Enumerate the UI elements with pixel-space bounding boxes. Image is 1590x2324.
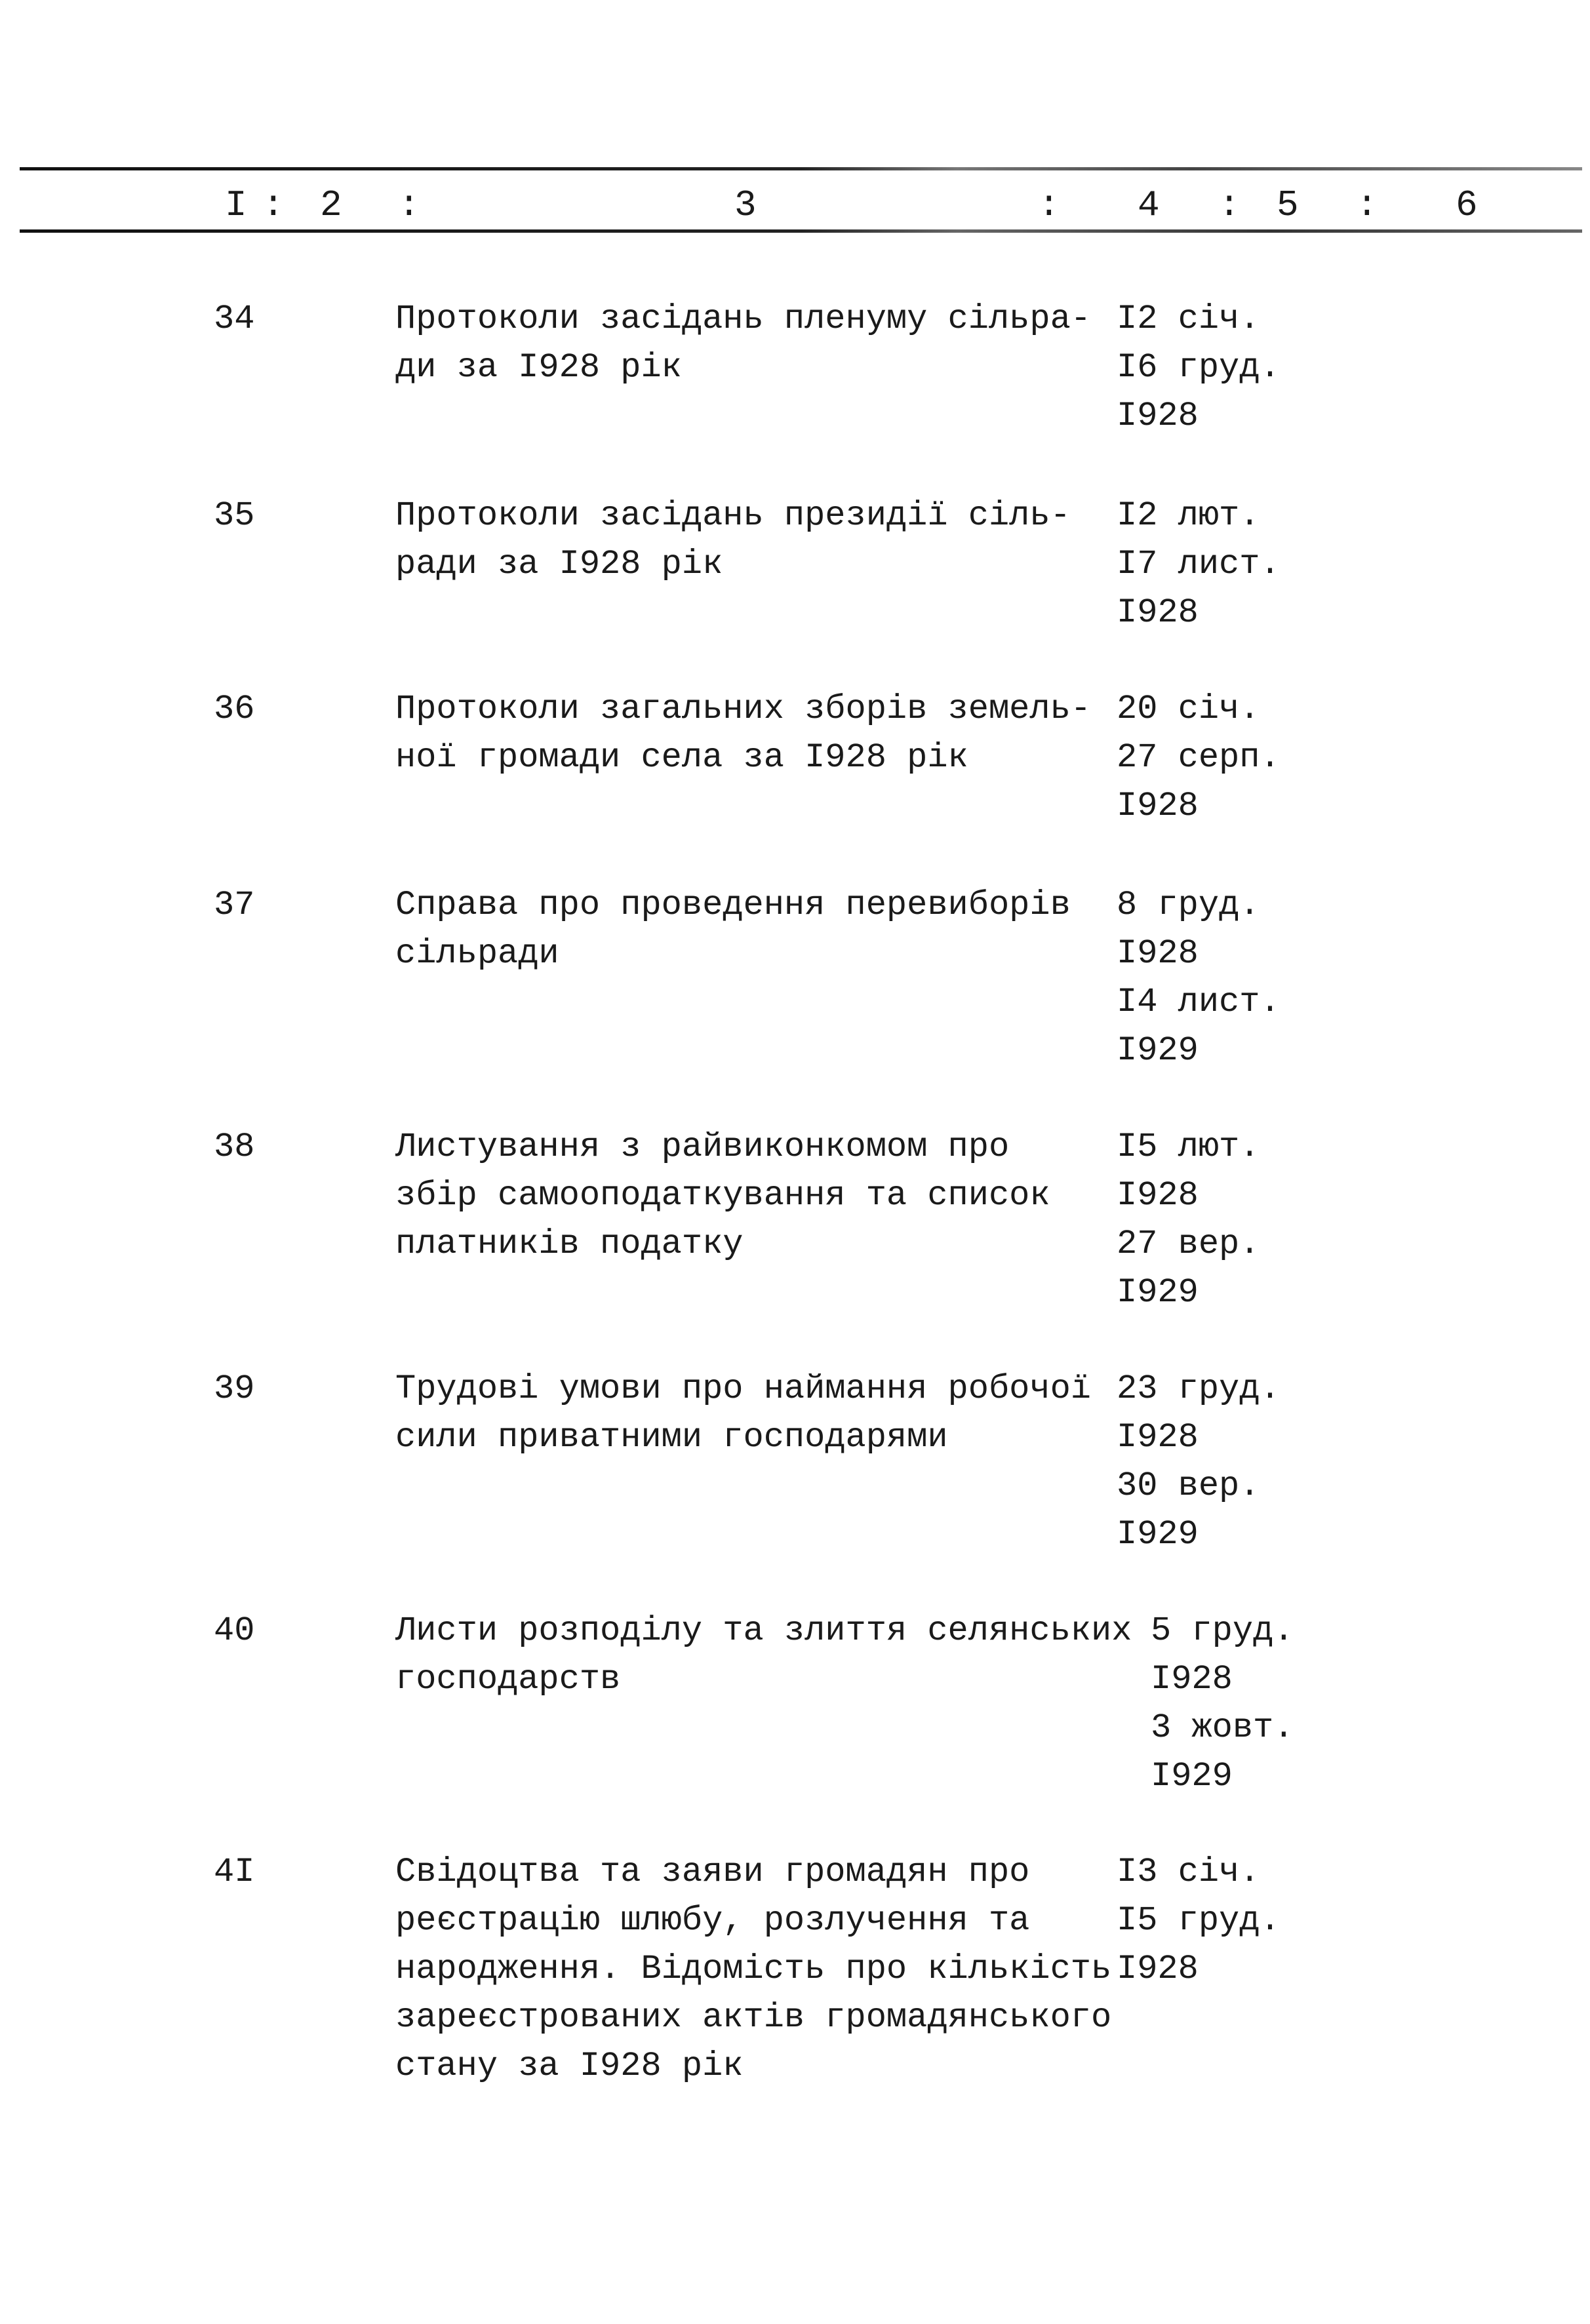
date-line: 23 груд.: [1117, 1369, 1281, 1408]
entry-number: 34: [214, 300, 255, 338]
date-line: I929: [1117, 1031, 1199, 1070]
entry-number: 40: [214, 1611, 255, 1650]
description-line: Свідоцтва та заяви громадян про: [395, 1853, 1030, 1891]
entry-dates: [1117, 685, 1281, 831]
description-line: Трудові умови про наймання робочої: [395, 1369, 1091, 1408]
entry-number: 36: [214, 690, 255, 728]
entry-dates: [1117, 492, 1281, 637]
entry-dates: [1117, 1365, 1281, 1559]
date-line: 27 серп.: [1117, 738, 1281, 777]
date-line: I4 лист.: [1117, 983, 1281, 1021]
description-line: Листи розподілу та злиття селянських: [395, 1611, 1132, 1650]
entry-dates: [1117, 1123, 1260, 1317]
description-line: Справа про проведення перевиборів: [395, 886, 1071, 924]
date-line: 8 груд.: [1117, 886, 1260, 924]
entry-dates: [1117, 1848, 1281, 1994]
date-line: I928: [1117, 397, 1199, 435]
description-line: реєстрацію шлюбу, розлучення та: [395, 1901, 1030, 1940]
column-separator: :: [398, 184, 420, 226]
description-line: ради за I928 рік: [395, 545, 723, 583]
entry-number: 38: [214, 1128, 255, 1166]
date-line: I929: [1151, 1757, 1233, 1796]
date-line: I7 лист.: [1117, 545, 1281, 583]
description-line: сили приватними господарями: [395, 1418, 948, 1457]
column-separator: :: [262, 184, 285, 226]
column-header-4: 4: [1138, 184, 1160, 226]
date-line: I928: [1117, 1950, 1199, 1988]
entry-dates: [1151, 1607, 1294, 1801]
description-line: збір самооподаткування та список: [395, 1176, 1050, 1215]
date-line: 20 січ.: [1117, 690, 1260, 728]
description-line: зареєстрованих актів громадянського: [395, 1998, 1112, 2037]
entry-description: [395, 1365, 1091, 1462]
description-line: ди за I928 рік: [395, 348, 682, 387]
date-line: I928: [1117, 787, 1199, 825]
entry-number: 39: [214, 1369, 255, 1408]
date-line: I928: [1117, 1176, 1199, 1215]
entry-number: 4I: [214, 1853, 255, 1891]
description-line: сільради: [395, 934, 559, 973]
date-line: I6 груд.: [1117, 348, 1281, 387]
column-separator: :: [1218, 184, 1241, 226]
date-line: I929: [1117, 1273, 1199, 1312]
date-line: I928: [1151, 1660, 1233, 1699]
column-header-1: I: [225, 184, 247, 226]
description-line: стану за I928 рік: [395, 2047, 744, 2085]
entry-description: [395, 1123, 1050, 1269]
date-line: I929: [1117, 1515, 1199, 1554]
column-header-5: 5: [1277, 184, 1299, 226]
column-separator: :: [1356, 184, 1378, 226]
date-line: I2 січ.: [1117, 300, 1260, 338]
entry-description: [395, 492, 1071, 589]
date-line: I5 лют.: [1117, 1128, 1260, 1166]
entry-description: [395, 1607, 1132, 1704]
description-line: платників податку: [395, 1225, 744, 1263]
description-line: Протоколи засідань пленуму сільра-: [395, 300, 1091, 338]
date-line: I3 січ.: [1117, 1853, 1260, 1891]
description-line: Протоколи засідань президії сіль-: [395, 496, 1071, 535]
description-line: ної громади села за I928 рік: [395, 738, 968, 777]
entry-description: [395, 881, 1071, 978]
date-line: I928: [1117, 593, 1199, 632]
description-line: Листування з райвиконкомом про: [395, 1128, 1010, 1166]
header-top-rule: [20, 167, 1582, 170]
entry-dates: [1117, 881, 1281, 1075]
column-header-2: 2: [320, 184, 342, 226]
date-line: I928: [1117, 934, 1199, 973]
date-line: 5 груд.: [1151, 1611, 1294, 1650]
entry-number: 35: [214, 496, 255, 535]
entry-description: [395, 295, 1091, 392]
entry-number: 37: [214, 886, 255, 924]
column-header-3: 3: [734, 184, 757, 226]
header-bottom-rule: [20, 229, 1582, 233]
entry-description: [395, 1848, 1111, 2091]
entry-description: [395, 685, 1091, 782]
column-header-6: 6: [1456, 184, 1478, 226]
date-line: 30 вер.: [1117, 1467, 1260, 1505]
description-line: господарств: [395, 1660, 621, 1699]
description-line: народження. Відомість про кількість: [395, 1950, 1112, 1988]
date-line: I5 груд.: [1117, 1901, 1281, 1940]
date-line: 27 вер.: [1117, 1225, 1260, 1263]
column-separator: :: [1038, 184, 1060, 226]
description-line: Протоколи загальних зборів земель-: [395, 690, 1091, 728]
date-line: I928: [1117, 1418, 1199, 1457]
date-line: I2 лют.: [1117, 496, 1260, 535]
entry-dates: [1117, 295, 1281, 441]
date-line: 3 жовт.: [1151, 1708, 1294, 1747]
